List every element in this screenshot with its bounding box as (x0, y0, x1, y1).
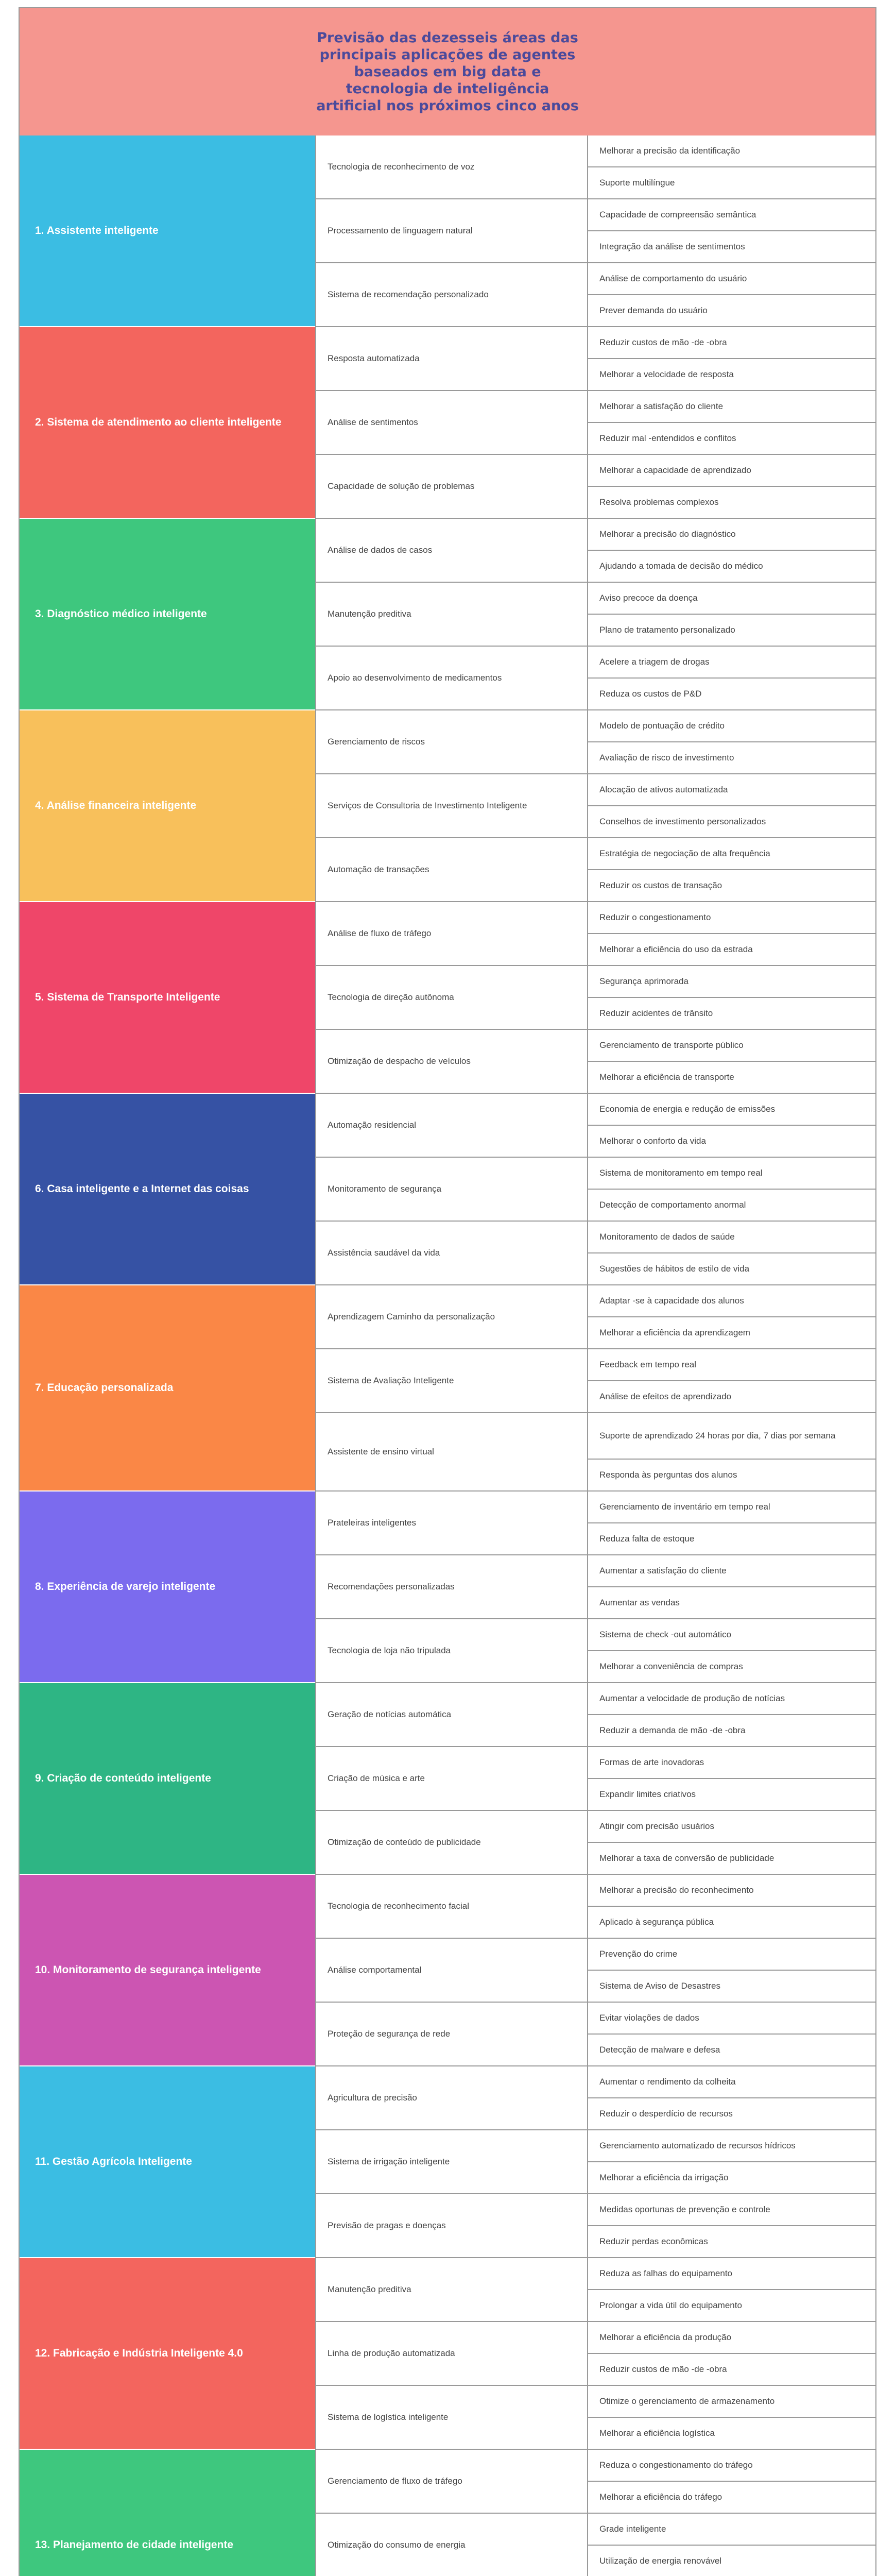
subcategory-cell: Processamento de linguagem natural (315, 199, 587, 263)
outcome-cell: Economia de energia e redução de emissões (587, 1094, 875, 1126)
outcome-cell: Modelo de pontuação de crédito (587, 710, 875, 742)
subcategory-cell: Sistema de logística inteligente (315, 2386, 587, 2450)
subcategory-cell: Automação residencial (315, 1094, 587, 1158)
category-block (20, 902, 875, 1094)
category-label: 8. Experiência de varejo inteligente (20, 1492, 315, 1683)
category-block (20, 1285, 875, 1492)
subcategory-cell: Serviços de Consultoria de Investimento Inteligente (315, 774, 587, 838)
outcome-cell: Reduzir mal -entendidos e conflitos (587, 423, 875, 455)
outcome-cell: Melhorar a eficiência da produção (587, 2322, 875, 2354)
category-block (20, 710, 875, 902)
outcome-cell: Resolva problemas complexos (587, 487, 875, 519)
outcome-cell: Gerenciamento automatizado de recursos hídricos (587, 2130, 875, 2162)
category-block (20, 1492, 875, 1683)
outcome-cell: Melhorar a conveniência de compras (587, 1651, 875, 1683)
category-label: 9. Criação de conteúdo inteligente (20, 1683, 315, 1875)
outcome-cell: Melhorar a precisão da identificação (587, 135, 875, 167)
category-block (20, 1683, 875, 1875)
outcome-cell: Melhorar a eficiência de transporte (587, 1062, 875, 1094)
outcome-cell: Melhorar a precisão do reconhecimento (587, 1875, 875, 1907)
subcategory-cell: Otimização de despacho de veículos (315, 1030, 587, 1094)
outcome-cell: Melhorar a satisfação do cliente (587, 391, 875, 423)
outcome-cell: Sistema de Aviso de Desastres (587, 1971, 875, 2003)
category-label: 2. Sistema de atendimento ao cliente inteligente (20, 327, 315, 519)
outcome-cell: Sistema de monitoramento em tempo real (587, 1158, 875, 1190)
subcategory-cell: Manutenção preditiva (315, 583, 587, 647)
outcome-cell: Aviso precoce da doença (587, 583, 875, 615)
subcategory-cell: Capacidade de solução de problemas (315, 455, 587, 519)
outcome-cell: Melhorar a taxa de conversão de publicidade (587, 1843, 875, 1875)
category-label: 6. Casa inteligente e a Internet das coisas (20, 1094, 315, 1285)
subcategory-cell: Monitoramento de segurança (315, 1158, 587, 1222)
diagram-frame (19, 7, 876, 2576)
outcome-cell: Detecção de malware e defesa (587, 2035, 875, 2066)
category-label: 4. Análise financeira inteligente (20, 710, 315, 902)
outcome-cell: Formas de arte inovadoras (587, 1747, 875, 1779)
outcome-cell: Responda às perguntas dos alunos (587, 1460, 875, 1492)
outcome-cell: Reduzir o desperdício de recursos (587, 2098, 875, 2130)
subcategory-cell: Otimização do consumo de energia (315, 2514, 587, 2576)
outcome-cell: Monitoramento de dados de saúde (587, 1222, 875, 1253)
outcome-cell: Reduzir custos de mão -de -obra (587, 2354, 875, 2386)
outcome-cell: Evitar violações de dados (587, 2003, 875, 2035)
subcategory-cell: Apoio ao desenvolvimento de medicamentos (315, 647, 587, 710)
outcome-cell: Avaliação de risco de investimento (587, 742, 875, 774)
subcategory-cell: Tecnologia de reconhecimento facial (315, 1875, 587, 1939)
outcome-cell: Medidas oportunas de prevenção e controle (587, 2194, 875, 2226)
subcategory-cell: Análise comportamental (315, 1939, 587, 2003)
outcome-cell: Feedback em tempo real (587, 1349, 875, 1381)
outcome-cell: Reduza os custos de P&D (587, 679, 875, 710)
category-block (20, 519, 875, 710)
outcome-cell: Sistema de check -out automático (587, 1619, 875, 1651)
category-block (20, 2258, 875, 2450)
subcategory-cell: Agricultura de precisão (315, 2066, 587, 2130)
category-label: 3. Diagnóstico médico inteligente (20, 519, 315, 710)
outcome-cell: Aplicado à segurança pública (587, 1907, 875, 1939)
subcategory-cell: Proteção de segurança de rede (315, 2003, 587, 2066)
outcome-cell: Análise de comportamento do usuário (587, 263, 875, 295)
subcategory-cell: Geração de notícias automática (315, 1683, 587, 1747)
category-label: 12. Fabricação e Indústria Inteligente 4.0 (20, 2258, 315, 2450)
outcome-cell: Prevenção do crime (587, 1939, 875, 1971)
category-block (20, 135, 875, 327)
outcome-cell: Melhorar a velocidade de resposta (587, 359, 875, 391)
outcome-cell: Melhorar a eficiência da irrigação (587, 2162, 875, 2194)
outcome-cell: Ajudando a tomada de decisão do médico (587, 551, 875, 583)
outcome-cell: Estratégia de negociação de alta frequência (587, 838, 875, 870)
outcome-cell: Expandir limites criativos (587, 1779, 875, 1811)
subcategory-cell: Resposta automatizada (315, 327, 587, 391)
subcategory-cell: Análise de fluxo de tráfego (315, 902, 587, 966)
outcome-cell: Melhorar a precisão do diagnóstico (587, 519, 875, 551)
outcome-cell: Grade inteligente (587, 2514, 875, 2546)
outcome-cell: Reduzir custos de mão -de -obra (587, 327, 875, 359)
category-label: 13. Planejamento de cidade inteligente (20, 2450, 315, 2576)
outcome-cell: Melhorar a eficiência do uso da estrada (587, 934, 875, 966)
outcome-cell: Detecção de comportamento anormal (587, 1190, 875, 1222)
outcome-cell: Melhorar o conforto da vida (587, 1126, 875, 1158)
outcome-cell: Sugestões de hábitos de estilo de vida (587, 1253, 875, 1285)
category-label: 5. Sistema de Transporte Inteligente (20, 902, 315, 1094)
outcome-cell: Gerenciamento de inventário em tempo real (587, 1492, 875, 1523)
subcategory-cell: Gerenciamento de riscos (315, 710, 587, 774)
subcategory-cell: Automação de transações (315, 838, 587, 902)
outcome-cell: Análise de efeitos de aprendizado (587, 1381, 875, 1413)
outcome-cell: Melhorar a eficiência da aprendizagem (587, 1317, 875, 1349)
outcome-cell: Gerenciamento de transporte público (587, 1030, 875, 1062)
outcome-cell: Utilização de energia renovável (587, 2546, 875, 2576)
outcome-cell: Reduza falta de estoque (587, 1523, 875, 1555)
header-banner (20, 8, 875, 137)
diagram-title: Previsão das dezesseis áreas das principais aplicações de agentes baseados em big data e tecnologia de inteligência artificial nos próximos cinco anos (316, 30, 579, 114)
category-block (20, 1094, 875, 1285)
subcategory-cell: Tecnologia de loja não tripulada (315, 1619, 587, 1683)
subcategory-cell: Recomendações personalizadas (315, 1555, 587, 1619)
outcome-cell: Melhorar a eficiência logística (587, 2418, 875, 2450)
outcome-cell: Reduzir a demanda de mão -de -obra (587, 1715, 875, 1747)
subcategory-cell: Previsão de pragas e doenças (315, 2194, 587, 2258)
subcategory-cell: Sistema de irrigação inteligente (315, 2130, 587, 2194)
outcome-cell: Suporte multilíngue (587, 167, 875, 199)
outcome-cell: Prever demanda do usuário (587, 295, 875, 327)
category-block (20, 2066, 875, 2258)
outcome-cell: Melhorar a eficiência do tráfego (587, 2482, 875, 2514)
outcome-cell: Aumentar o rendimento da colheita (587, 2066, 875, 2098)
subcategory-cell: Análise de sentimentos (315, 391, 587, 455)
subcategory-cell: Manutenção preditiva (315, 2258, 587, 2322)
category-block (20, 1875, 875, 2066)
subcategory-cell: Sistema de recomendação personalizado (315, 263, 587, 327)
outcome-cell: Alocação de ativos automatizada (587, 774, 875, 806)
outcome-cell: Prolongar a vida útil do equipamento (587, 2290, 875, 2322)
subcategory-cell: Análise de dados de casos (315, 519, 587, 583)
outcome-cell: Plano de tratamento personalizado (587, 615, 875, 647)
subcategory-cell: Prateleiras inteligentes (315, 1492, 587, 1555)
subcategory-cell: Otimização de conteúdo de publicidade (315, 1811, 587, 1875)
subcategory-cell: Linha de produção automatizada (315, 2322, 587, 2386)
outcome-cell: Aumentar as vendas (587, 1587, 875, 1619)
outcome-cell: Acelere a triagem de drogas (587, 647, 875, 679)
category-label: 10. Monitoramento de segurança inteligente (20, 1875, 315, 2066)
outcome-cell: Reduzir acidentes de trânsito (587, 998, 875, 1030)
category-label: 7. Educação personalizada (20, 1285, 315, 1492)
outcome-cell: Aumentar a velocidade de produção de notícias (587, 1683, 875, 1715)
outcome-cell: Melhorar a capacidade de aprendizado (587, 455, 875, 487)
subcategory-cell: Tecnologia de direção autônoma (315, 966, 587, 1030)
outcome-cell: Reduza as falhas do equipamento (587, 2258, 875, 2290)
category-label: 1. Assistente inteligente (20, 135, 315, 327)
outcome-cell: Capacidade de compreensão semântica (587, 199, 875, 231)
category-block (20, 2450, 875, 2576)
outcome-cell: Aumentar a satisfação do cliente (587, 1555, 875, 1587)
outcome-cell: Reduza o congestionamento do tráfego (587, 2450, 875, 2482)
outcome-cell: Reduzir o congestionamento (587, 902, 875, 934)
subcategory-cell: Gerenciamento de fluxo de tráfego (315, 2450, 587, 2514)
subcategory-cell: Criação de música e arte (315, 1747, 587, 1811)
subcategory-cell: Sistema de Avaliação Inteligente (315, 1349, 587, 1413)
outcome-cell: Otimize o gerenciamento de armazenamento (587, 2386, 875, 2418)
category-label: 11. Gestão Agrícola Inteligente (20, 2066, 315, 2258)
category-block (20, 327, 875, 519)
subcategory-cell: Assistente de ensino virtual (315, 1413, 587, 1492)
outcome-cell: Conselhos de investimento personalizados (587, 806, 875, 838)
outcome-cell: Reduzir perdas econômicas (587, 2226, 875, 2258)
outcome-cell: Atingir com precisão usuários (587, 1811, 875, 1843)
outcome-cell: Reduzir os custos de transação (587, 870, 875, 902)
subcategory-cell: Tecnologia de reconhecimento de voz (315, 135, 587, 199)
outcome-cell: Segurança aprimorada (587, 966, 875, 998)
outcome-cell: Integração da análise de sentimentos (587, 231, 875, 263)
outcome-cell: Adaptar -se à capacidade dos alunos (587, 1285, 875, 1317)
subcategory-cell: Aprendizagem Caminho da personalização (315, 1285, 587, 1349)
subcategory-cell: Assistência saudável da vida (315, 1222, 587, 1285)
outcome-cell: Suporte de aprendizado 24 horas por dia, 7 dias por semana (587, 1413, 875, 1460)
